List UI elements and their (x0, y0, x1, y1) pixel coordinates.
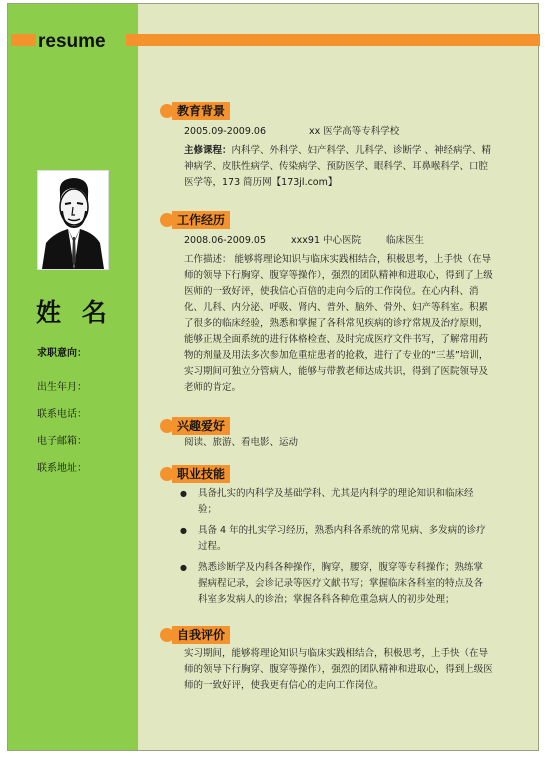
education-school: xx 医学高等专科学校 (309, 126, 400, 137)
skill-item: ● 具备扎实的内科学及基础学科、尤其是内科学的理论知识和临床经验； (178, 486, 490, 518)
self-eval-text: 实习期间，能够将理论知识与临床实践相结合，积极思考，上手快（在导师的领导下行胸穿、腹穿等操作），强烈的团队精神和进取心，得到上级医师的一致好评，使我更有信心的走向工作岗位。 (184, 648, 493, 691)
education-entry (184, 124, 494, 140)
resume-title: resume (38, 31, 106, 52)
education-period: 2005.09-2009.06 (184, 126, 266, 137)
skills-list (178, 486, 490, 613)
hobbies-text: 阅读、旅游、看电影、运动 (184, 437, 299, 448)
skill-item: ● 具备 4 年的扎实学习经历，熟悉内科各系统的常见病、多发病的诊疗过程。 (178, 523, 490, 555)
skill-item: ● 熟悉诊断学及内科各种操作，胸穿，腰穿，腹穿等专科操作；熟练掌握病程记录，会诊记录等医疗文献书写；掌握临床各科室的特点及各科室多发病人的诊治；掌握各科各种危重急病人的初步处理； (178, 560, 490, 608)
profile-photo (37, 170, 109, 270)
sidebar (8, 4, 138, 750)
portrait-image (38, 171, 108, 269)
work-role: 临床医生 (386, 235, 425, 246)
objective-label: 求职意向： (37, 348, 87, 359)
education-courses (184, 143, 494, 191)
resume-page (7, 3, 539, 751)
skills-title: 职业技能 (172, 465, 230, 483)
education-title: 教育背景 (172, 102, 230, 120)
hobbies-title: 兴趣爱好 (172, 417, 230, 435)
header-accent-bar-right (126, 34, 540, 46)
candidate-name: 姓 名 (36, 298, 113, 327)
courses-text: 内科学、外科学、妇产科学、儿科学、诊断学 、神经病学、精神病学、皮肤性病学、传染病学、预防医学、眼科学、耳鼻喉科学、口腔医学等，173 简历网【173jl.com】 (184, 145, 492, 188)
courses-label: 主修课程： (184, 145, 232, 156)
address-label: 联系地址： (37, 463, 87, 474)
birth-label: 出生年月： (37, 382, 87, 393)
work-entry (184, 233, 494, 249)
work-title: 工作经历 (172, 211, 230, 229)
self-eval-title: 自我评价 (172, 626, 230, 644)
work-period: 2008.06-2009.05 (184, 235, 266, 246)
work-company: xxx91 中心医院 (291, 235, 362, 246)
phone-label: 联系电话： (37, 409, 87, 420)
email-label: 电子邮箱： (37, 436, 87, 447)
header-accent-bar-left (11, 34, 36, 46)
work-description: 工作描述： 能够将理论知识与临床实践相结合，积极思考，上手快（在导师的领导下行胸穿、腹穿等操作），强烈的团队精神和进取心，得到了上级医师的一致好评，使我信心百倍的走向今后的工作岗位。在心内科、消化、儿科、内分泌、呼吸、肾内、普外、脑外、骨外、妇产等科室。积累了很多的临床经验，熟悉和掌握了各科常见疾病的诊疗常规及治疗原则，能够正规全面系统的进行体格检查、及时完成医疗文件书写，了解常用药物的剂量及用法多次参加危重症患者的抢救，进行了专业的“三基”培训，实习期间可独立分管病人，能够与带教老师达成共识，得到了医院领导及老师的肯定。 (184, 254, 493, 393)
